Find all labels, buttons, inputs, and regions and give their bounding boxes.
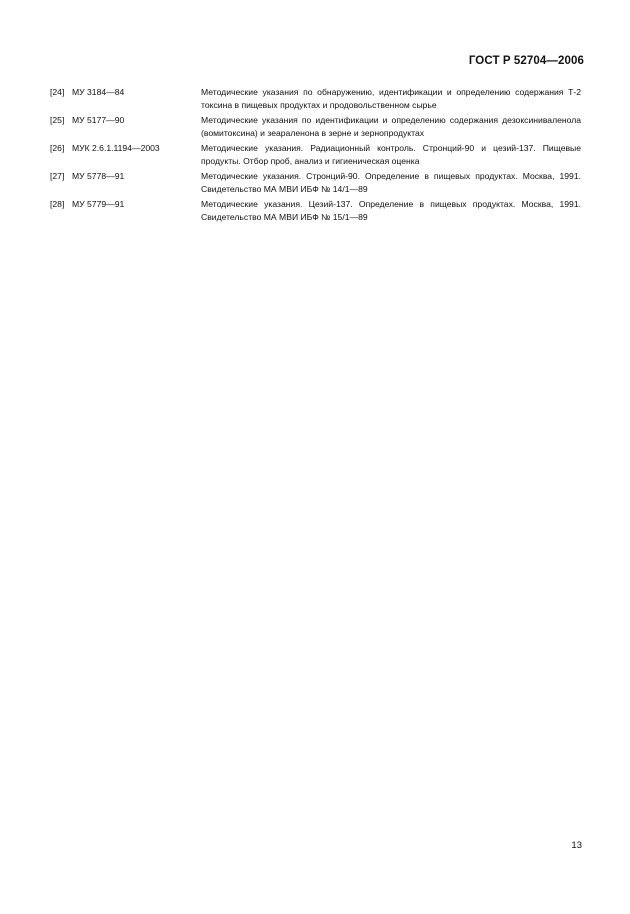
reference-description: Методические указания. Цезий-137. Определение в пищевых продуктах. Москва, 1991. Свидетельство МА МВИ ИБФ № 15/1—89 [201, 199, 581, 222]
reference-item [50, 114, 581, 140]
reference-identifier [50, 114, 201, 127]
reference-identifier [50, 142, 201, 155]
reference-number: [28] [50, 199, 65, 209]
reference-code: МУ 5778—91 [72, 171, 125, 181]
reference-description: Методические указания. Стронций-90. Определение в пищевых продуктах. Москва, 1991. Свидетельство МА МВИ ИБФ № 14/1—89 [201, 171, 581, 194]
reference-number: [25] [50, 115, 65, 125]
reference-code: МУ 5177—90 [72, 115, 125, 125]
reference-item [50, 86, 581, 112]
reference-list [50, 86, 581, 226]
document-standard-id: ГОСТ Р 52704—2006 [468, 55, 584, 67]
reference-item [50, 142, 581, 168]
reference-item [50, 198, 581, 224]
reference-identifier [50, 198, 201, 211]
reference-description: Методические указания по идентификации и определению содержания дезоксиниваленола (вомитоксина) и зеараленона в зерне и зернопродуктах [201, 115, 581, 138]
reference-number: [27] [50, 171, 65, 181]
page-number: 13 [571, 840, 582, 851]
reference-code: МУ 5779—91 [72, 199, 125, 209]
reference-identifier [50, 170, 201, 183]
reference-code: МУ 3184—84 [72, 87, 125, 97]
reference-code: МУК 2.6.1.1194—2003 [72, 143, 160, 153]
reference-item [50, 170, 581, 196]
reference-description: Методические указания по обнаружению, идентификации и определению содержания Т-2 токсина в пищевых продуктах и продовольственном сырье [201, 87, 581, 110]
reference-description: Методические указания. Радиационный контроль. Стронций-90 и цезий-137. Пищевые продукты. Отбор проб, анализ и гигиеническая оценка [201, 143, 581, 166]
reference-identifier [50, 86, 201, 99]
reference-number: [24] [50, 87, 65, 97]
reference-number: [26] [50, 143, 65, 153]
